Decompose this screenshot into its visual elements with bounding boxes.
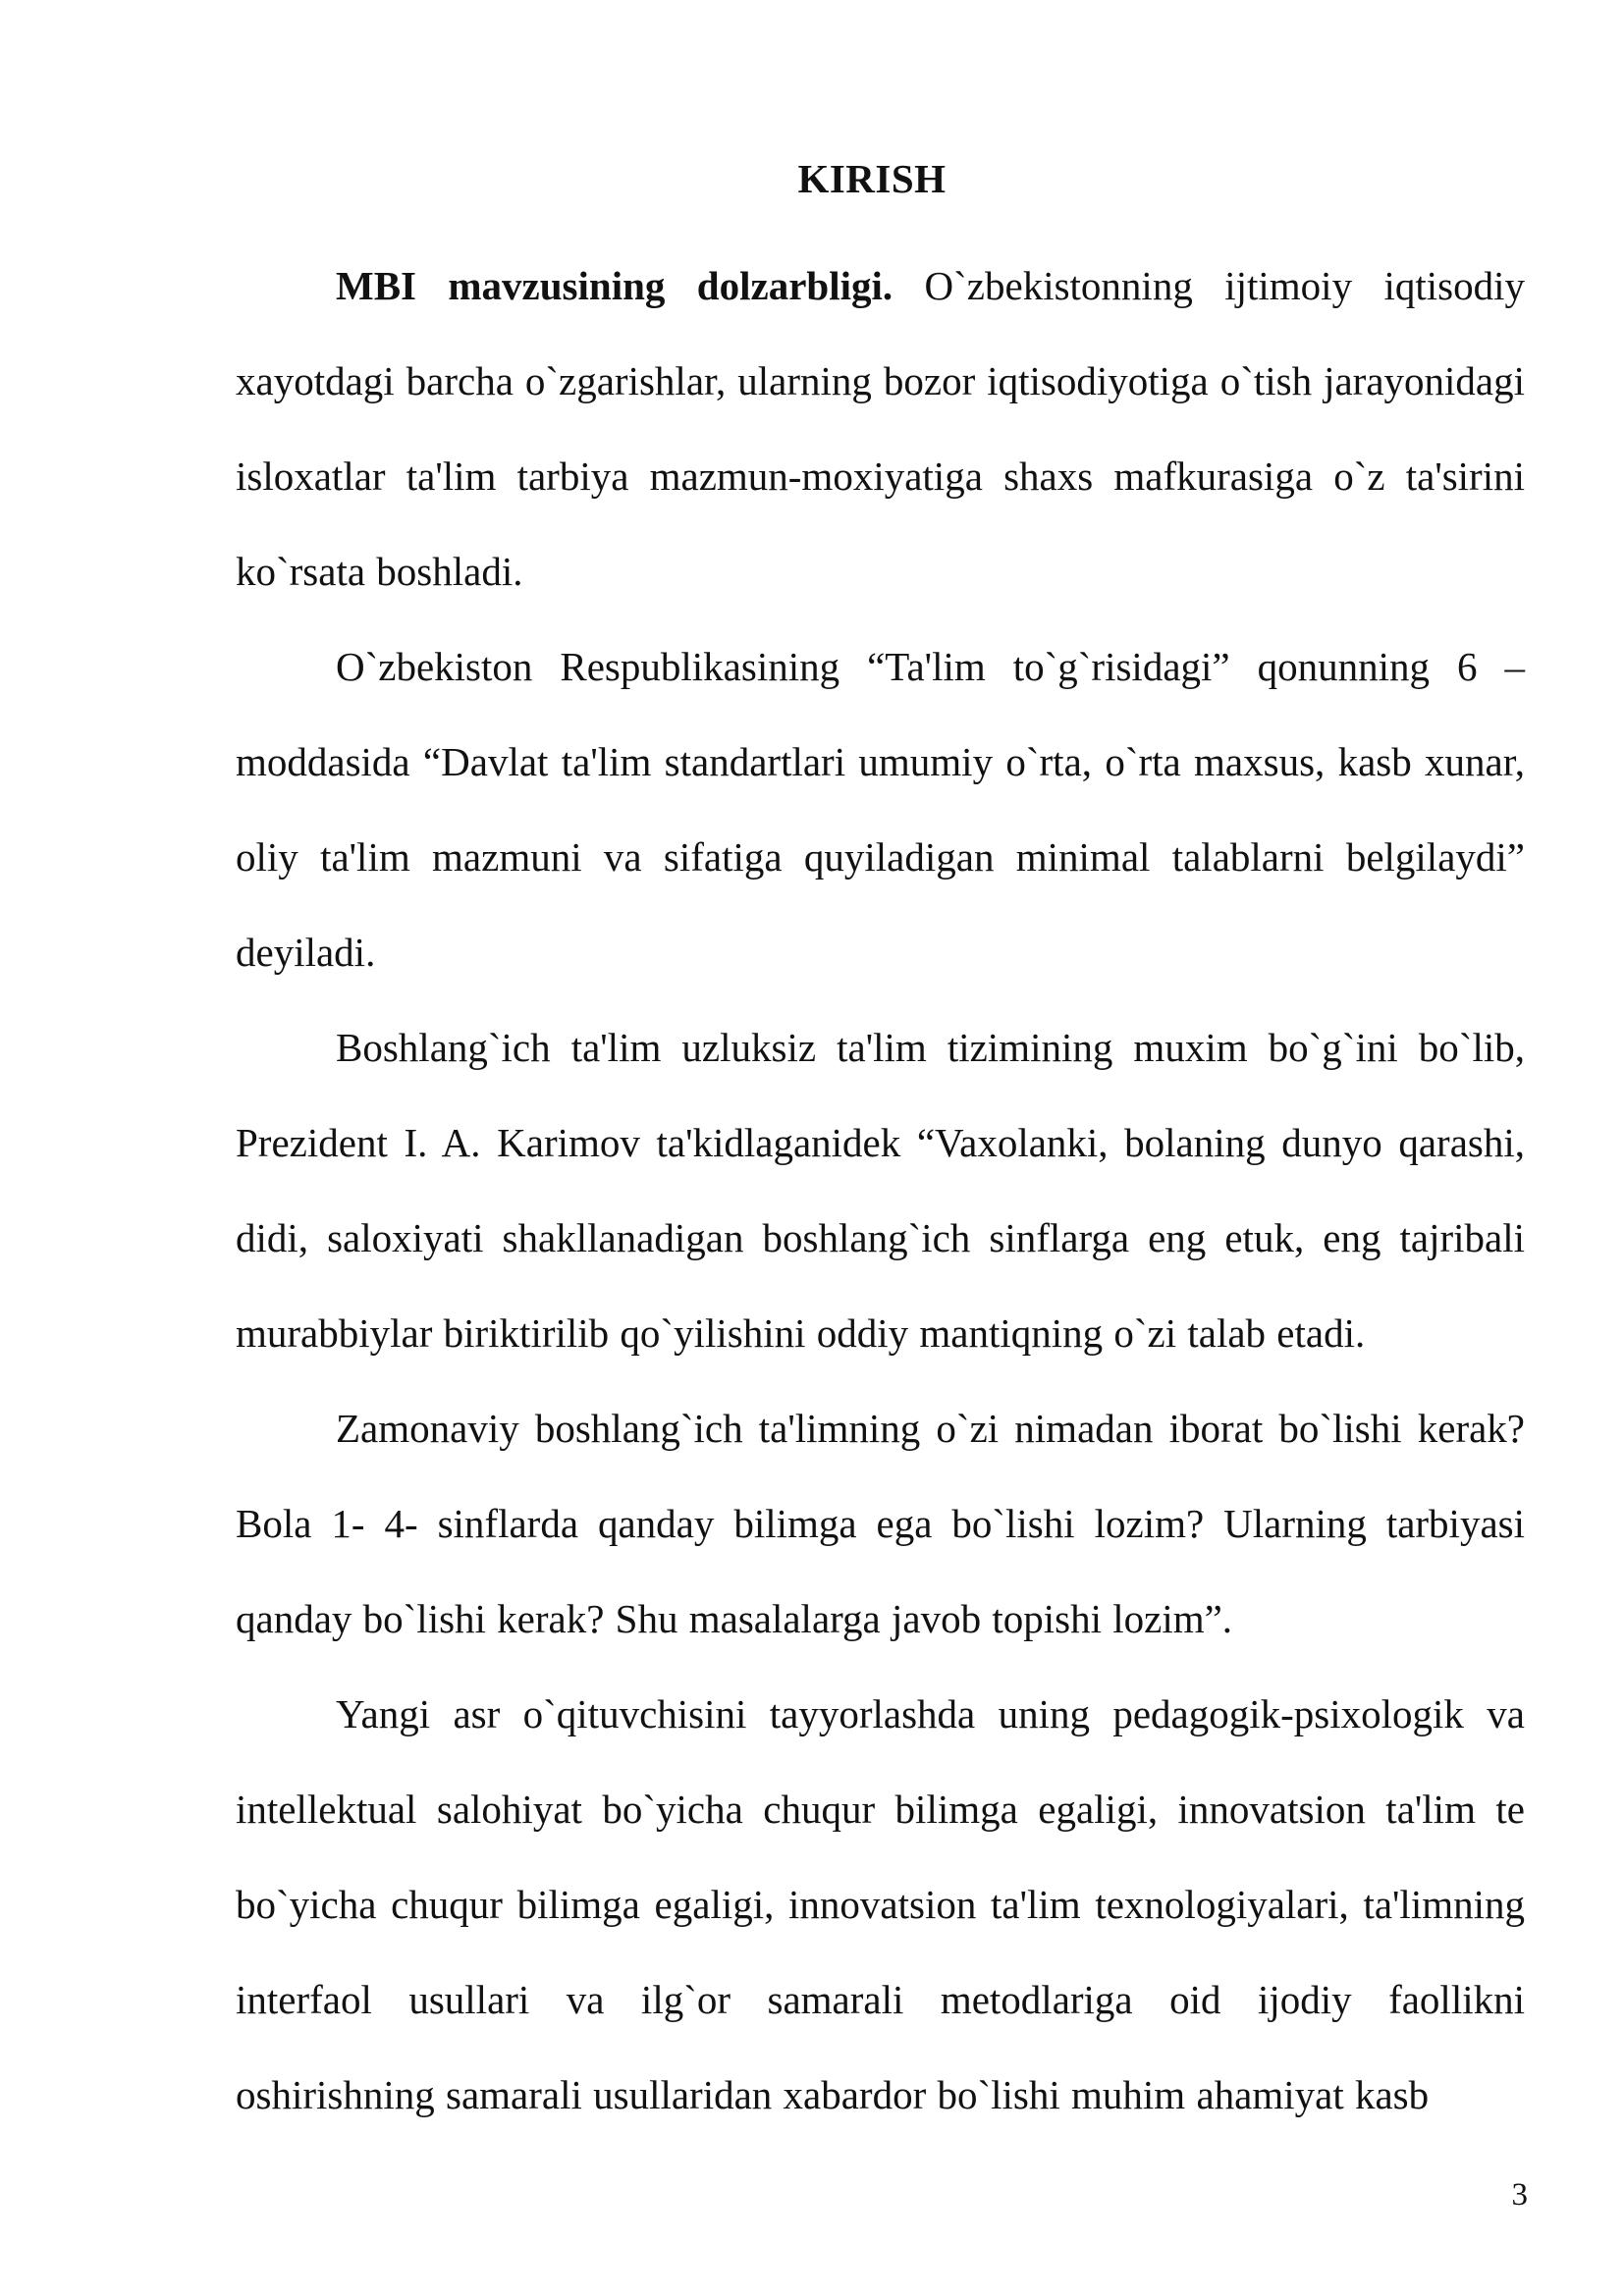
- paragraph-primary-education: Boshlang`ich ta'lim uzluksiz ta'lim tizimining muxim bo`g`ini bo`lib, Prezident I. A. Karimov ta'kidlaganidek “Vaxolanki, bolaning dunyo qarashi, didi, saloxiyati shakllanadigan boshlang`ich sinflarga eng etuk, eng tajribali murabbiylar biriktirilib qo`yilishini oddiy mantiqning o`zi talab etadi.: [236, 1025, 1525, 1356]
- page-title: KIRISH: [797, 156, 947, 201]
- paragraph-lead: MBI mavzusining dolzarbligi.: [336, 263, 893, 308]
- paragraph-text: O`zbekistonning ijtimoiy iqtisodiy xayotdagi barcha o`zgarishlar, ularning bozor iqtisodiyotiga o`tish jarayonidagi isloxatlar ta'lim tarbiya mazmun-moxiyatiga shaxs mafkurasiga o`z ta'sirini ko`rsata boshladi.: [236, 263, 1525, 594]
- page-number: 3: [1511, 2177, 1528, 2213]
- paragraph-teacher-training: Yangi asr o`qituvchisini tayyorlashda uning pedagogik-psixologik va intellektual salohiyat bo`yicha chuqur bilimga egaligi, innovatsion ta'lim te bo`yicha chuqur bilimga egaligi, innovatsion ta'lim texnologiyalari, ta'limning interfaol usullari va ilg`or samarali metodlariga oid ijodiy faollikni oshirishning samarali usullaridan xabardor bo`lishi muhim ahamiyat kasb: [236, 1691, 1525, 2117]
- paragraph-questions: Zamonaviy boshlang`ich ta'limning o`zi nimadan iborat bo`lishi kerak? Bola 1- 4- sinflarda qanday bilimga ega bo`lishi lozim? Ularning tarbiyasi qanday bo`lishi kerak? Shu masalalarga javob topishi lozim”.: [236, 1406, 1525, 1641]
- paragraph-relevance: [236, 239, 1525, 619]
- body-text: [236, 239, 1525, 2143]
- paragraph-law: O`zbekiston Respublikasining “Ta'lim to`g`risidagi” qonunning 6 – moddasida “Davlat ta'lim standartlari umumiy o`rta, o`rta maxsus, kasb xunar, oliy ta'lim mazmuni va sifatiga quyiladigan minimal talablarni belgilaydi” deyiladi.: [236, 644, 1525, 975]
